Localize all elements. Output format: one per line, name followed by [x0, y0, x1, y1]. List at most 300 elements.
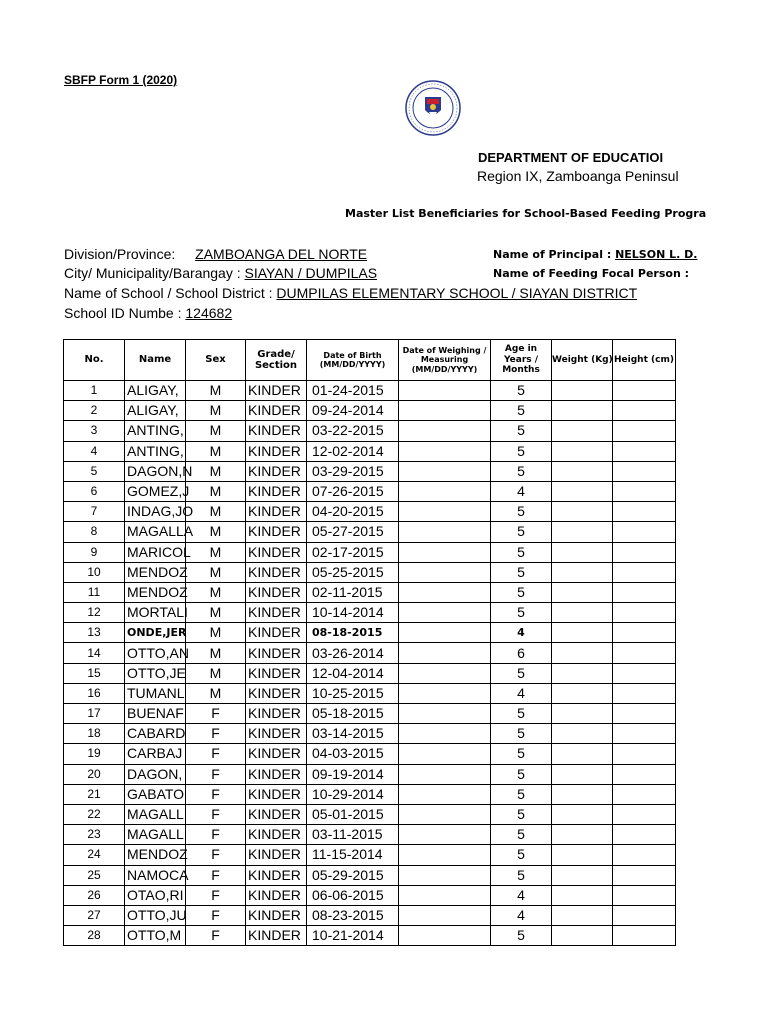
cell-sex: M	[186, 502, 246, 522]
cell-name: ALIGAY,	[125, 381, 186, 401]
table-row	[64, 926, 676, 946]
cell-age: 5	[491, 381, 552, 401]
cell-age: 5	[491, 724, 552, 744]
cell-height	[613, 401, 676, 421]
cell-age: 5	[491, 825, 552, 845]
cell-height	[613, 461, 676, 481]
cell-weight	[552, 926, 613, 946]
header-sex: Sex	[186, 340, 246, 381]
cell-date-of-weighing	[399, 845, 491, 865]
city-value: SIAYAN / DUMPILAS	[244, 265, 378, 281]
cell-sex: F	[186, 804, 246, 824]
cell-weight	[552, 704, 613, 724]
school-row	[64, 285, 637, 301]
cell-date-of-birth: 12-02-2014	[307, 441, 399, 461]
cell-height	[613, 764, 676, 784]
cell-sex: F	[186, 885, 246, 905]
cell-no: 17	[64, 704, 125, 724]
cell-height	[613, 663, 676, 683]
cell-height	[613, 522, 676, 542]
cell-grade-section: KINDER	[246, 441, 307, 461]
cell-age: 5	[491, 744, 552, 764]
cell-name: MAGALL	[125, 804, 186, 824]
cell-height	[613, 582, 676, 602]
cell-name: GABATO	[125, 784, 186, 804]
cell-date-of-birth: 04-20-2015	[307, 502, 399, 522]
cell-sex: F	[186, 926, 246, 946]
cell-sex: M	[186, 542, 246, 562]
cell-no: 16	[64, 683, 125, 703]
cell-height	[613, 603, 676, 623]
cell-date-of-weighing	[399, 441, 491, 461]
table-row	[64, 643, 676, 663]
cell-date-of-birth: 03-22-2015	[307, 421, 399, 441]
principal-label: Name of Principal :	[493, 248, 612, 261]
cell-date-of-weighing	[399, 885, 491, 905]
cell-grade-section: KINDER	[246, 522, 307, 542]
cell-height	[613, 381, 676, 401]
cell-height	[613, 643, 676, 663]
department-heading: DEPARTMENT OF EDUCATIOI	[478, 150, 664, 165]
cell-weight	[552, 724, 613, 744]
cell-name: MORTALI	[125, 603, 186, 623]
focal-person-label: Name of Feeding Focal Person :	[493, 267, 690, 280]
focal-person-row	[493, 267, 689, 280]
cell-sex: M	[186, 441, 246, 461]
cell-sex: M	[186, 623, 246, 643]
table-row	[64, 704, 676, 724]
principal-value: NELSON L. D.	[615, 248, 698, 261]
cell-age: 4	[491, 885, 552, 905]
cell-grade-section: KINDER	[246, 603, 307, 623]
cell-sex: M	[186, 421, 246, 441]
cell-height	[613, 804, 676, 824]
table-row	[64, 542, 676, 562]
cell-date-of-birth: 08-23-2015	[307, 905, 399, 925]
cell-date-of-birth: 09-24-2014	[307, 401, 399, 421]
header-age: Age in Years / Months	[491, 340, 552, 381]
cell-sex: M	[186, 381, 246, 401]
cell-grade-section: KINDER	[246, 744, 307, 764]
cell-date-of-weighing	[399, 865, 491, 885]
cell-weight	[552, 502, 613, 522]
cell-date-of-weighing	[399, 401, 491, 421]
cell-sex: F	[186, 764, 246, 784]
cell-height	[613, 926, 676, 946]
cell-date-of-birth: 02-11-2015	[307, 582, 399, 602]
cell-height	[613, 885, 676, 905]
cell-date-of-birth: 05-27-2015	[307, 522, 399, 542]
cell-height	[613, 825, 676, 845]
cell-weight	[552, 825, 613, 845]
cell-sex: M	[186, 603, 246, 623]
cell-date-of-weighing	[399, 704, 491, 724]
cell-age: 4	[491, 905, 552, 925]
cell-grade-section: KINDER	[246, 542, 307, 562]
cell-weight	[552, 845, 613, 865]
cell-age: 5	[491, 461, 552, 481]
cell-sex: F	[186, 865, 246, 885]
cell-age: 5	[491, 663, 552, 683]
cell-name: OTTO,JE	[125, 663, 186, 683]
cell-height	[613, 744, 676, 764]
table-row	[64, 623, 676, 643]
cell-date-of-weighing	[399, 481, 491, 501]
cell-age: 5	[491, 764, 552, 784]
cell-grade-section: KINDER	[246, 865, 307, 885]
cell-height	[613, 724, 676, 744]
cell-weight	[552, 663, 613, 683]
cell-sex: M	[186, 461, 246, 481]
cell-date-of-weighing	[399, 623, 491, 643]
header-weight: Weight (Kg)	[552, 340, 613, 381]
cell-height	[613, 784, 676, 804]
table-header-row	[64, 340, 676, 381]
table-row	[64, 603, 676, 623]
cell-date-of-birth: 05-25-2015	[307, 562, 399, 582]
cell-weight	[552, 683, 613, 703]
cell-no: 5	[64, 461, 125, 481]
cell-age: 5	[491, 401, 552, 421]
cell-weight	[552, 441, 613, 461]
header-grade-section: Grade/ Section	[246, 340, 307, 381]
school-label: Name of School / School District :	[64, 285, 273, 301]
school-value: DUMPILAS ELEMENTARY SCHOOL / SIAYAN DISTRICT	[276, 285, 638, 301]
cell-age: 5	[491, 865, 552, 885]
cell-date-of-weighing	[399, 724, 491, 744]
cell-height	[613, 623, 676, 643]
cell-no: 27	[64, 905, 125, 925]
table-row	[64, 724, 676, 744]
header-date-of-birth: Date of Birth (MM/DD/YYYY)	[307, 340, 399, 381]
cell-weight	[552, 744, 613, 764]
cell-date-of-birth: 03-29-2015	[307, 461, 399, 481]
cell-grade-section: KINDER	[246, 643, 307, 663]
table-row	[64, 804, 676, 824]
table-row	[64, 663, 676, 683]
cell-date-of-birth: 10-29-2014	[307, 784, 399, 804]
cell-height	[613, 683, 676, 703]
cell-date-of-weighing	[399, 784, 491, 804]
cell-age: 4	[491, 623, 552, 643]
cell-grade-section: KINDER	[246, 562, 307, 582]
cell-no: 2	[64, 401, 125, 421]
cell-no: 3	[64, 421, 125, 441]
table-row	[64, 441, 676, 461]
cell-name: CABARD	[125, 724, 186, 744]
cell-no: 23	[64, 825, 125, 845]
cell-date-of-birth: 03-14-2015	[307, 724, 399, 744]
cell-name: MENDOZ	[125, 845, 186, 865]
cell-date-of-weighing	[399, 926, 491, 946]
cell-sex: F	[186, 724, 246, 744]
cell-weight	[552, 582, 613, 602]
cell-name: DAGON,N	[125, 461, 186, 481]
cell-age: 5	[491, 804, 552, 824]
cell-date-of-weighing	[399, 764, 491, 784]
cell-sex: F	[186, 905, 246, 925]
cell-date-of-weighing	[399, 603, 491, 623]
cell-date-of-weighing	[399, 643, 491, 663]
cell-weight	[552, 421, 613, 441]
cell-date-of-birth: 10-25-2015	[307, 683, 399, 703]
cell-name: DAGON,	[125, 764, 186, 784]
cell-no: 12	[64, 603, 125, 623]
cell-grade-section: KINDER	[246, 663, 307, 683]
cell-name: ALIGAY,	[125, 401, 186, 421]
cell-age: 5	[491, 603, 552, 623]
header-date-of-weighing: Date of Weighing / Measuring (MM/DD/YYYY)	[399, 340, 491, 381]
cell-sex: F	[186, 825, 246, 845]
cell-sex: M	[186, 582, 246, 602]
cell-grade-section: KINDER	[246, 825, 307, 845]
division-value: ZAMBOANGA DEL NORTE	[195, 246, 368, 262]
cell-height	[613, 542, 676, 562]
cell-weight	[552, 542, 613, 562]
cell-age: 5	[491, 502, 552, 522]
cell-name: MENDOZ	[125, 562, 186, 582]
cell-sex: M	[186, 522, 246, 542]
cell-no: 20	[64, 764, 125, 784]
cell-date-of-weighing	[399, 744, 491, 764]
cell-date-of-weighing	[399, 825, 491, 845]
cell-name: MAGALL	[125, 825, 186, 845]
cell-grade-section: KINDER	[246, 502, 307, 522]
cell-date-of-weighing	[399, 804, 491, 824]
cell-grade-section: KINDER	[246, 683, 307, 703]
cell-weight	[552, 562, 613, 582]
cell-sex: M	[186, 562, 246, 582]
cell-date-of-birth: 03-11-2015	[307, 825, 399, 845]
cell-sex: M	[186, 683, 246, 703]
table-row	[64, 865, 676, 885]
cell-name: OTTO,JU	[125, 905, 186, 925]
cell-weight	[552, 522, 613, 542]
cell-grade-section: KINDER	[246, 804, 307, 824]
table-row	[64, 582, 676, 602]
cell-date-of-weighing	[399, 542, 491, 562]
cell-sex: M	[186, 401, 246, 421]
cell-age: 5	[491, 522, 552, 542]
table-body	[64, 381, 676, 946]
cell-no: 1	[64, 381, 125, 401]
table-row	[64, 885, 676, 905]
cell-name: MARICOL	[125, 542, 186, 562]
cell-name: MENDOZ	[125, 582, 186, 602]
cell-sex: M	[186, 481, 246, 501]
table-row	[64, 905, 676, 925]
cell-weight	[552, 381, 613, 401]
cell-no: 9	[64, 542, 125, 562]
header-name: Name	[125, 340, 186, 381]
cell-no: 25	[64, 865, 125, 885]
cell-no: 7	[64, 502, 125, 522]
cell-no: 24	[64, 845, 125, 865]
cell-date-of-birth: 04-03-2015	[307, 744, 399, 764]
cell-height	[613, 865, 676, 885]
master-list-title: Master List Beneficiaries for School-Based Feeding Progra	[345, 207, 707, 220]
cell-no: 8	[64, 522, 125, 542]
cell-date-of-weighing	[399, 905, 491, 925]
cell-name: INDAG,JO	[125, 502, 186, 522]
cell-age: 5	[491, 562, 552, 582]
cell-sex: F	[186, 784, 246, 804]
cell-name: NAMOCA	[125, 865, 186, 885]
cell-grade-section: KINDER	[246, 784, 307, 804]
cell-grade-section: KINDER	[246, 381, 307, 401]
cell-weight	[552, 461, 613, 481]
cell-grade-section: KINDER	[246, 926, 307, 946]
table-row	[64, 683, 676, 703]
cell-grade-section: KINDER	[246, 481, 307, 501]
cell-date-of-birth: 10-14-2014	[307, 603, 399, 623]
cell-grade-section: KINDER	[246, 704, 307, 724]
cell-age: 5	[491, 441, 552, 461]
cell-weight	[552, 643, 613, 663]
cell-age: 6	[491, 643, 552, 663]
cell-grade-section: KINDER	[246, 905, 307, 925]
cell-name: MAGALLA	[125, 522, 186, 542]
region-heading: Region IX, Zamboanga Peninsul	[477, 168, 679, 184]
cell-date-of-birth: 05-29-2015	[307, 865, 399, 885]
beneficiaries-table	[63, 339, 676, 946]
cell-age: 5	[491, 704, 552, 724]
division-label: Division/Province:	[64, 246, 176, 262]
cell-age: 4	[491, 683, 552, 703]
cell-grade-section: KINDER	[246, 845, 307, 865]
cell-name: ANTING,	[125, 421, 186, 441]
table-row	[64, 381, 676, 401]
cell-age: 5	[491, 845, 552, 865]
cell-no: 13	[64, 623, 125, 643]
table-row	[64, 401, 676, 421]
cell-age: 4	[491, 481, 552, 501]
cell-weight	[552, 401, 613, 421]
cell-age: 5	[491, 926, 552, 946]
school-id-value: 124682	[185, 305, 233, 321]
cell-date-of-birth: 03-26-2014	[307, 643, 399, 663]
cell-sex: F	[186, 744, 246, 764]
cell-weight	[552, 481, 613, 501]
cell-date-of-weighing	[399, 683, 491, 703]
cell-grade-section: KINDER	[246, 401, 307, 421]
cell-sex: F	[186, 704, 246, 724]
cell-name: GOMEZ,J	[125, 481, 186, 501]
cell-name: TUMANL	[125, 683, 186, 703]
cell-weight	[552, 865, 613, 885]
cell-date-of-weighing	[399, 502, 491, 522]
cell-name: OTTO,AN	[125, 643, 186, 663]
deped-seal-icon	[405, 80, 461, 136]
cell-no: 10	[64, 562, 125, 582]
table-row	[64, 744, 676, 764]
cell-date-of-birth: 01-24-2015	[307, 381, 399, 401]
table-row	[64, 562, 676, 582]
cell-date-of-weighing	[399, 381, 491, 401]
cell-no: 19	[64, 744, 125, 764]
table-row	[64, 845, 676, 865]
cell-no: 22	[64, 804, 125, 824]
cell-height	[613, 421, 676, 441]
cell-sex: F	[186, 845, 246, 865]
cell-grade-section: KINDER	[246, 764, 307, 784]
cell-height	[613, 845, 676, 865]
cell-date-of-birth: 05-01-2015	[307, 804, 399, 824]
cell-weight	[552, 603, 613, 623]
cell-weight	[552, 623, 613, 643]
cell-sex: M	[186, 643, 246, 663]
cell-height	[613, 481, 676, 501]
cell-name: OTTO,M	[125, 926, 186, 946]
cell-no: 11	[64, 582, 125, 602]
cell-weight	[552, 764, 613, 784]
division-row	[64, 246, 367, 262]
cell-no: 18	[64, 724, 125, 744]
school-id-row	[64, 305, 232, 321]
cell-age: 5	[491, 784, 552, 804]
cell-date-of-weighing	[399, 461, 491, 481]
cell-name: OTAO,RI	[125, 885, 186, 905]
cell-date-of-birth: 12-04-2014	[307, 663, 399, 683]
cell-name: ANTING,	[125, 441, 186, 461]
cell-height	[613, 704, 676, 724]
cell-date-of-birth: 08-18-2015	[307, 623, 399, 643]
cell-height	[613, 905, 676, 925]
cell-grade-section: KINDER	[246, 461, 307, 481]
cell-name: ONDE,JER	[125, 623, 186, 643]
cell-weight	[552, 885, 613, 905]
cell-date-of-birth: 06-06-2015	[307, 885, 399, 905]
cell-height	[613, 502, 676, 522]
school-id-label: School ID Numbe :	[64, 305, 182, 321]
cell-height	[613, 441, 676, 461]
cell-date-of-weighing	[399, 663, 491, 683]
city-row	[64, 265, 377, 281]
cell-no: 15	[64, 663, 125, 683]
cell-grade-section: KINDER	[246, 421, 307, 441]
cell-no: 28	[64, 926, 125, 946]
cell-date-of-birth: 05-18-2015	[307, 704, 399, 724]
city-label: City/ Municipality/Barangay :	[64, 265, 241, 281]
cell-height	[613, 562, 676, 582]
cell-no: 6	[64, 481, 125, 501]
cell-age: 5	[491, 421, 552, 441]
principal-row	[493, 248, 697, 261]
cell-date-of-birth: 07-26-2015	[307, 481, 399, 501]
table-row	[64, 764, 676, 784]
table-row	[64, 825, 676, 845]
cell-grade-section: KINDER	[246, 885, 307, 905]
cell-grade-section: KINDER	[246, 724, 307, 744]
cell-no: 14	[64, 643, 125, 663]
cell-weight	[552, 804, 613, 824]
form-title: SBFP Form 1 (2020)	[64, 73, 178, 87]
cell-grade-section: KINDER	[246, 582, 307, 602]
table-row	[64, 461, 676, 481]
table-row	[64, 784, 676, 804]
cell-no: 21	[64, 784, 125, 804]
cell-sex: M	[186, 663, 246, 683]
cell-date-of-weighing	[399, 522, 491, 542]
cell-grade-section: KINDER	[246, 623, 307, 643]
cell-weight	[552, 905, 613, 925]
cell-date-of-birth: 09-19-2014	[307, 764, 399, 784]
cell-name: CARBAJ	[125, 744, 186, 764]
header-no: No.	[64, 340, 125, 381]
cell-no: 26	[64, 885, 125, 905]
table-row	[64, 481, 676, 501]
table-row	[64, 421, 676, 441]
